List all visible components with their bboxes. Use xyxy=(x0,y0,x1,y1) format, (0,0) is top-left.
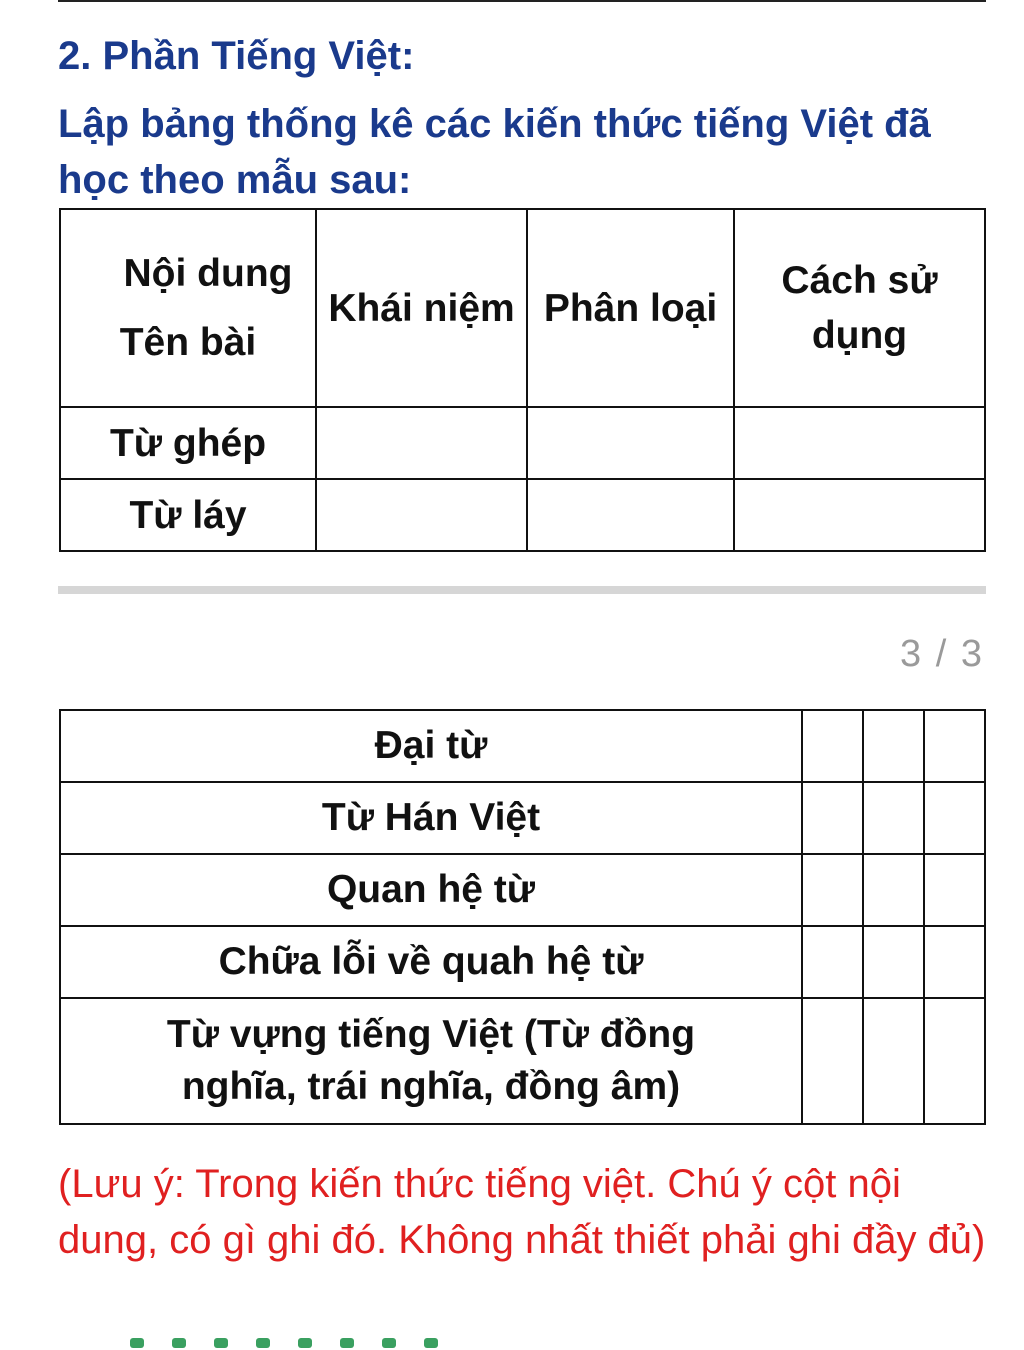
empty-cell[interactable] xyxy=(802,854,863,926)
table-row xyxy=(60,782,985,854)
section-title: 2. Phần Tiếng Việt: xyxy=(58,34,415,78)
empty-cell[interactable] xyxy=(527,407,734,479)
row-label: Chữa lỗi về quah hệ từ xyxy=(60,926,802,998)
table-row xyxy=(60,407,985,479)
empty-cell[interactable] xyxy=(863,998,924,1124)
empty-cell[interactable] xyxy=(924,710,985,782)
empty-cell[interactable] xyxy=(863,926,924,998)
cut-off-text-fragment xyxy=(130,1330,490,1350)
empty-cell[interactable] xyxy=(316,479,527,551)
header-phan-loai: Phân loại xyxy=(527,209,734,407)
corner-bottom-label: Tên bài xyxy=(119,321,257,364)
note-text: (Lưu ý: Trong kiến thức tiếng việt. Chú ý cột nội dung, có gì ghi đó. Không nhất thiết phải ghi đầy đủ) xyxy=(58,1162,986,1262)
row-label: Từ ghép xyxy=(60,407,316,479)
table-header-row xyxy=(60,209,985,407)
empty-cell[interactable] xyxy=(527,479,734,551)
empty-cell[interactable] xyxy=(924,782,985,854)
summary-table-part1 xyxy=(59,208,986,552)
row-label: Quan hệ từ xyxy=(60,854,802,926)
row-label: Từ vựng tiếng Việt (Từ đồng nghĩa, trái nghĩa, đồng âm) xyxy=(60,998,802,1124)
row-label: Từ láy xyxy=(60,479,316,551)
row-label: Đại từ xyxy=(60,710,802,782)
empty-cell[interactable] xyxy=(316,407,527,479)
empty-cell[interactable] xyxy=(863,710,924,782)
empty-cell[interactable] xyxy=(924,854,985,926)
empty-cell[interactable] xyxy=(863,782,924,854)
page-counter: 3 / 3 xyxy=(900,633,984,675)
summary-table-part2 xyxy=(59,709,986,1125)
header-cach-su-dung: Cách sử dụng xyxy=(734,209,985,407)
empty-cell[interactable] xyxy=(924,926,985,998)
empty-cell[interactable] xyxy=(802,926,863,998)
table-row xyxy=(60,479,985,551)
corner-header-cell xyxy=(60,209,316,407)
page-divider xyxy=(58,586,986,594)
empty-cell[interactable] xyxy=(734,479,985,551)
empty-cell[interactable] xyxy=(924,998,985,1124)
table-row xyxy=(60,926,985,998)
empty-cell[interactable] xyxy=(734,407,985,479)
empty-cell[interactable] xyxy=(863,854,924,926)
row-label: Từ Hán Việt xyxy=(60,782,802,854)
header-khai-niem: Khái niệm xyxy=(316,209,527,407)
instruction-text: Lập bảng thống kê các kiến thức tiếng Việt đã học theo mẫu sau: xyxy=(58,102,931,202)
empty-cell[interactable] xyxy=(802,998,863,1124)
top-rule xyxy=(58,0,986,2)
corner-top-label: Nội dung xyxy=(123,252,293,295)
table-row xyxy=(60,854,985,926)
table-row xyxy=(60,998,985,1124)
table-row xyxy=(60,710,985,782)
empty-cell[interactable] xyxy=(802,782,863,854)
empty-cell[interactable] xyxy=(802,710,863,782)
